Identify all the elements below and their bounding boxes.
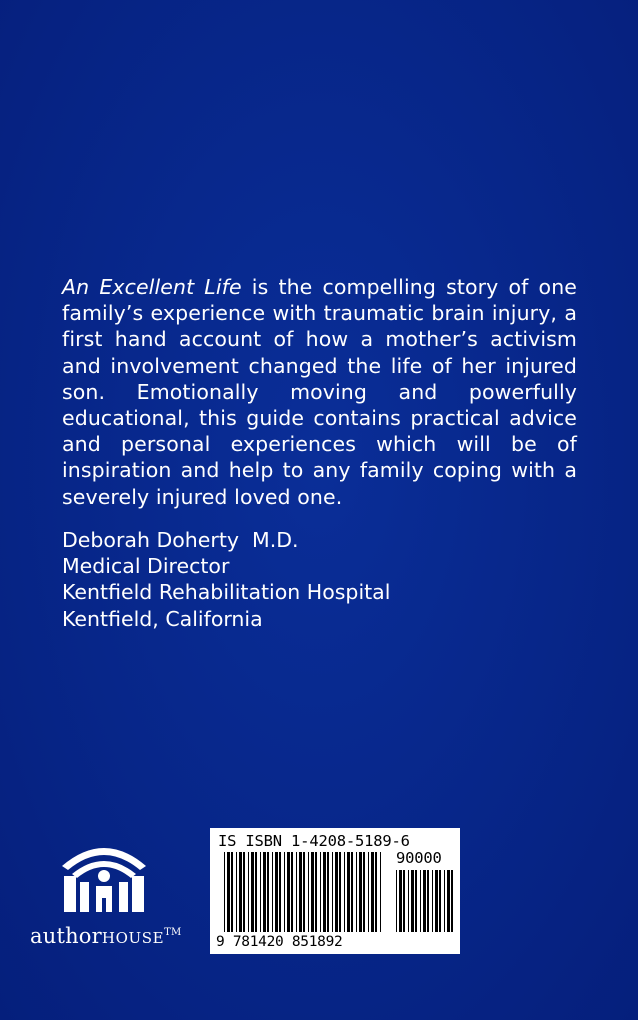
barcode-bar — [239, 852, 242, 932]
barcode-bar — [227, 852, 230, 932]
signature-location: Kentfield, California — [62, 606, 263, 631]
signature-name: Deborah Doherty M.D. — [62, 528, 299, 552]
barcode-bar — [231, 852, 233, 932]
barcode-bar — [279, 852, 281, 932]
isbn-text: IS ISBN 1-4208-5189-6 — [218, 832, 410, 850]
barcode-bar — [403, 870, 405, 932]
barcode-bar — [380, 852, 381, 932]
barcode-bar — [296, 852, 297, 932]
barcode-bar — [255, 852, 257, 932]
barcode-bar — [435, 870, 438, 932]
barcode-bar — [299, 852, 302, 932]
barcode-bar — [284, 852, 285, 932]
barcode-bar — [267, 852, 269, 932]
wordmark-house: HOUSE — [101, 929, 165, 947]
wordmark-trademark: TM — [164, 927, 182, 938]
blurb-text: is the compelling story of one family’s experience with traumatic brain injury, a first hand account of how a mother’s activism and involvement changed the life of her injured son. Emotionally moving and powerfully educational, this guide contains practical advice and personal experiences which will be of inspiration and help to any family coping with a severely injured loved one. — [62, 275, 577, 509]
barcode-bar — [408, 870, 409, 932]
barcode-bar — [399, 870, 402, 932]
barcode-bar — [351, 852, 353, 932]
barcode-bar — [263, 852, 266, 932]
ean-digits: 9 781420 851892 — [216, 934, 343, 950]
signature-title: Medical Director — [62, 554, 230, 579]
barcode-bar — [287, 852, 290, 932]
barcode-bar — [347, 852, 350, 932]
barcode-bar — [415, 870, 417, 932]
barcode-bar — [311, 852, 314, 932]
barcode-bar — [275, 852, 278, 932]
barcode-bar — [248, 852, 249, 932]
barcode-bar — [439, 870, 441, 932]
barcode-bar — [420, 870, 421, 932]
barcode-bar — [368, 852, 369, 932]
barcode-bar — [315, 852, 317, 932]
barcode-bar — [224, 852, 225, 932]
barcode-bar — [303, 852, 305, 932]
barcode-bar — [332, 852, 333, 932]
barcode-bar — [396, 870, 397, 932]
barcode-bar — [323, 852, 326, 932]
barcode-bar — [335, 852, 338, 932]
barcode-bar — [243, 852, 245, 932]
barcode-bar — [291, 852, 293, 932]
blurb-paragraph — [62, 274, 577, 510]
publisher-wordmark — [30, 924, 200, 948]
endorsement-signature — [62, 527, 390, 632]
barcode-bar — [451, 870, 453, 932]
barcode-bar — [356, 852, 357, 932]
publisher-logo — [30, 836, 200, 956]
barcode-bar — [432, 870, 433, 932]
barcode-bar — [308, 852, 309, 932]
barcode-bar — [444, 870, 445, 932]
signature-institution: Kentfield Rehabilitation Hospital — [62, 580, 391, 605]
barcode-bar — [411, 870, 414, 932]
barcode-bar — [344, 852, 345, 932]
barcode-bar — [359, 852, 362, 932]
barcode-bar — [423, 870, 426, 932]
wordmark-author: author — [30, 924, 102, 948]
barcode-bar — [272, 852, 273, 932]
barcode-bar — [339, 852, 341, 932]
book-title-italic: An Excellent Life — [62, 275, 242, 299]
barcode-bar — [427, 870, 429, 932]
isbn-barcode — [210, 828, 460, 954]
barcode-bar — [236, 852, 237, 932]
barcode-bar — [320, 852, 321, 932]
barcode-bar — [375, 852, 377, 932]
barcode-bar — [363, 852, 365, 932]
barcode-bar — [371, 852, 374, 932]
barcode-bar — [327, 852, 329, 932]
house-logo-icon — [58, 836, 150, 920]
barcode-bar — [260, 852, 261, 932]
price-code: 90000 — [396, 849, 442, 867]
barcode-bar — [447, 870, 450, 932]
barcode-bar — [251, 852, 254, 932]
